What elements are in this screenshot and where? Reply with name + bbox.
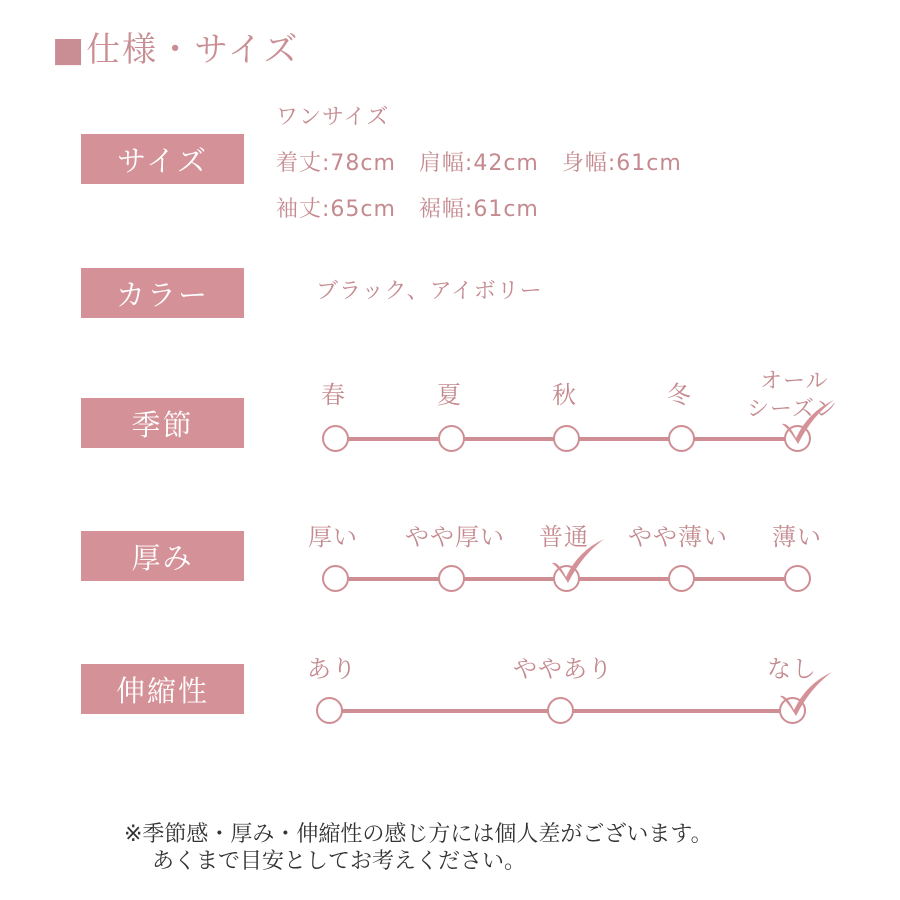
stretch-option-yes: あり	[307, 655, 357, 683]
size-measurements-2: 袖丈:65cm 裾幅:61cm	[276, 197, 539, 222]
season-option-summer: 夏	[437, 381, 462, 409]
thickness-option-thick: 厚い	[308, 523, 358, 551]
check-mark-icon	[776, 670, 836, 720]
season-option-all-line1: オール	[760, 369, 829, 394]
thickness-option-slightly-thin: やや薄い	[628, 523, 728, 551]
stretch-dot-yes	[316, 697, 343, 724]
disclaimer-line1: ※季節感・厚み・伸縮性の感じ方には個人差がございます。	[124, 822, 713, 847]
season-option-winter: 冬	[667, 381, 692, 409]
thickness-dot-slightly-thick	[438, 565, 465, 592]
check-mark-icon	[548, 537, 608, 587]
season-dot-winter	[668, 425, 695, 452]
size-one-size: ワンサイズ	[276, 105, 390, 130]
thickness-option-normal: 普通	[539, 523, 589, 551]
size-measurements-1: 着丈:78cm 肩幅:42cm 身幅:61cm	[276, 151, 682, 176]
disclaimer-line2: あくまで目安としてお考えください。	[152, 849, 527, 874]
size-label: サイズ	[81, 134, 244, 184]
stretch-option-somewhat: ややあり	[513, 655, 613, 683]
stretch-option-none: なし	[767, 655, 817, 683]
season-option-spring: 春	[321, 381, 346, 409]
color-label: カラー	[81, 268, 244, 318]
season-dot-summer	[438, 425, 465, 452]
stretch-label: 伸縮性	[81, 664, 244, 714]
season-dot-autumn	[553, 425, 580, 452]
thickness-dot-thin	[784, 565, 811, 592]
thickness-dot-slightly-thin	[668, 565, 695, 592]
thickness-dot-thick	[322, 565, 349, 592]
thickness-option-slightly-thick: やや厚い	[405, 523, 505, 551]
season-option-all-line2: シーズン	[747, 397, 838, 422]
season-label: 季節	[81, 398, 244, 448]
color-value: ブラック、アイボリー	[316, 279, 543, 304]
stretch-dot-somewhat	[547, 697, 574, 724]
thickness-option-thin: 薄い	[772, 523, 822, 551]
check-mark-icon	[778, 398, 838, 448]
season-option-autumn: 秋	[552, 381, 577, 409]
season-dot-spring	[322, 425, 349, 452]
page-title: ■仕様・サイズ	[52, 30, 300, 70]
thickness-label: 厚み	[81, 531, 244, 581]
